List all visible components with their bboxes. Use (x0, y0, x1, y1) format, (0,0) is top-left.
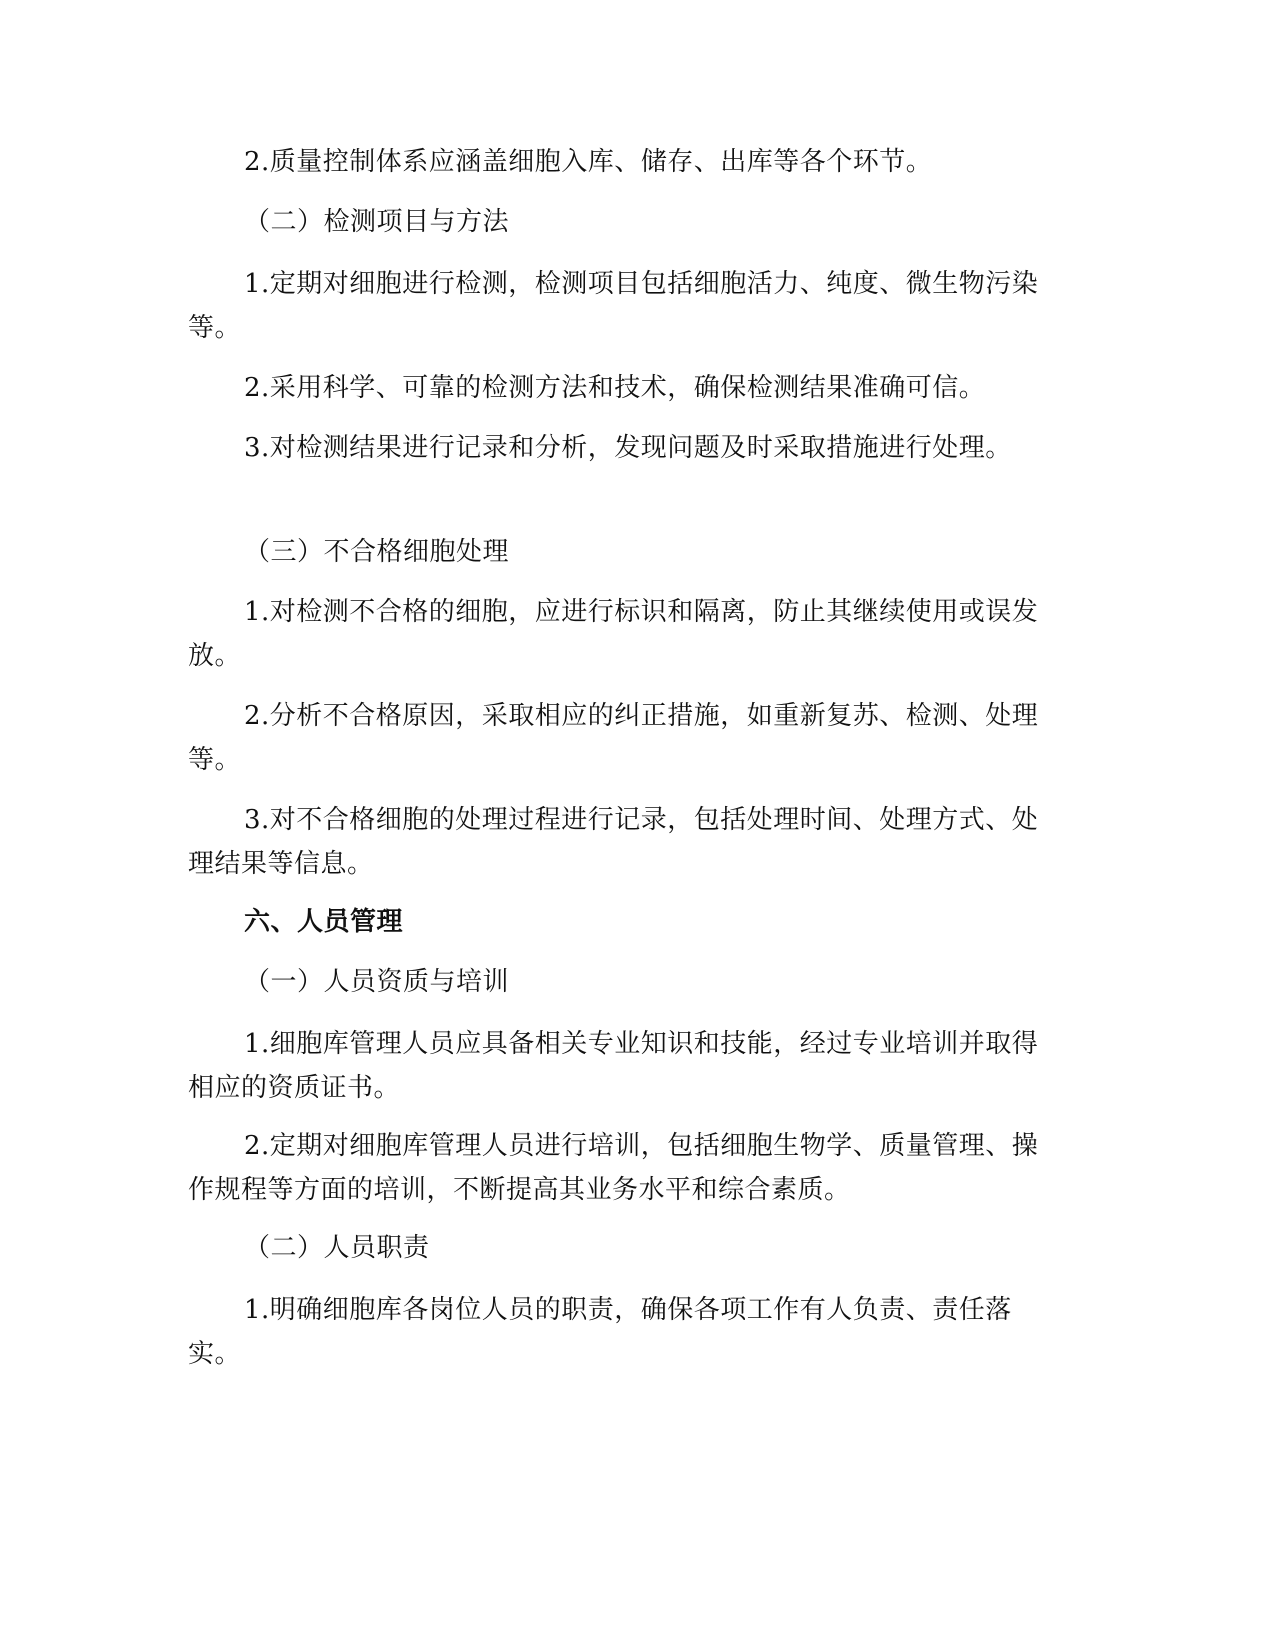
paragraph: 2.采用科学、可靠的检测方法和技术，确保检测结果准确可信。 (244, 373, 986, 403)
paragraph: 1.明确细胞库各岗位人员的职责，确保各项工作有人负责、责任落实。 (188, 1295, 1012, 1369)
subsection-heading: （三）不合格细胞处理 (244, 537, 510, 567)
paragraph: 2.质量控制体系应涵盖细胞入库、储存、出库等各个环节。 (244, 147, 933, 177)
section-heading: 六、人员管理 (244, 907, 404, 937)
paragraph: 1.对检测不合格的细胞，应进行标识和隔离，防止其继续使用或误发放。 (188, 597, 1039, 671)
paragraph: 1.细胞库管理人员应具备相关专业知识和技能，经过专业培训并取得相应的资质证书。 (188, 1029, 1039, 1103)
subsection-heading: （二）人员职责 (244, 1233, 430, 1263)
paragraph: 3.对不合格细胞的处理过程进行记录，包括处理时间、处理方式、处理结果等信息。 (188, 805, 1039, 879)
paragraph: 3.对检测结果进行记录和分析，发现问题及时采取措施进行处理。 (244, 433, 1012, 463)
paragraph: 2.定期对细胞库管理人员进行培训，包括细胞生物学、质量管理、操作规程等方面的培训，不断提高其业务水平和综合素质。 (188, 1131, 1039, 1205)
subsection-heading: （一）人员资质与培训 (244, 967, 510, 997)
paragraph: 1.定期对细胞进行检测，检测项目包括细胞活力、纯度、微生物污染等。 (188, 269, 1039, 343)
subsection-heading: （二）检测项目与方法 (244, 207, 510, 237)
paragraph: 2.分析不合格原因，采取相应的纠正措施，如重新复苏、检测、处理等。 (188, 701, 1039, 775)
